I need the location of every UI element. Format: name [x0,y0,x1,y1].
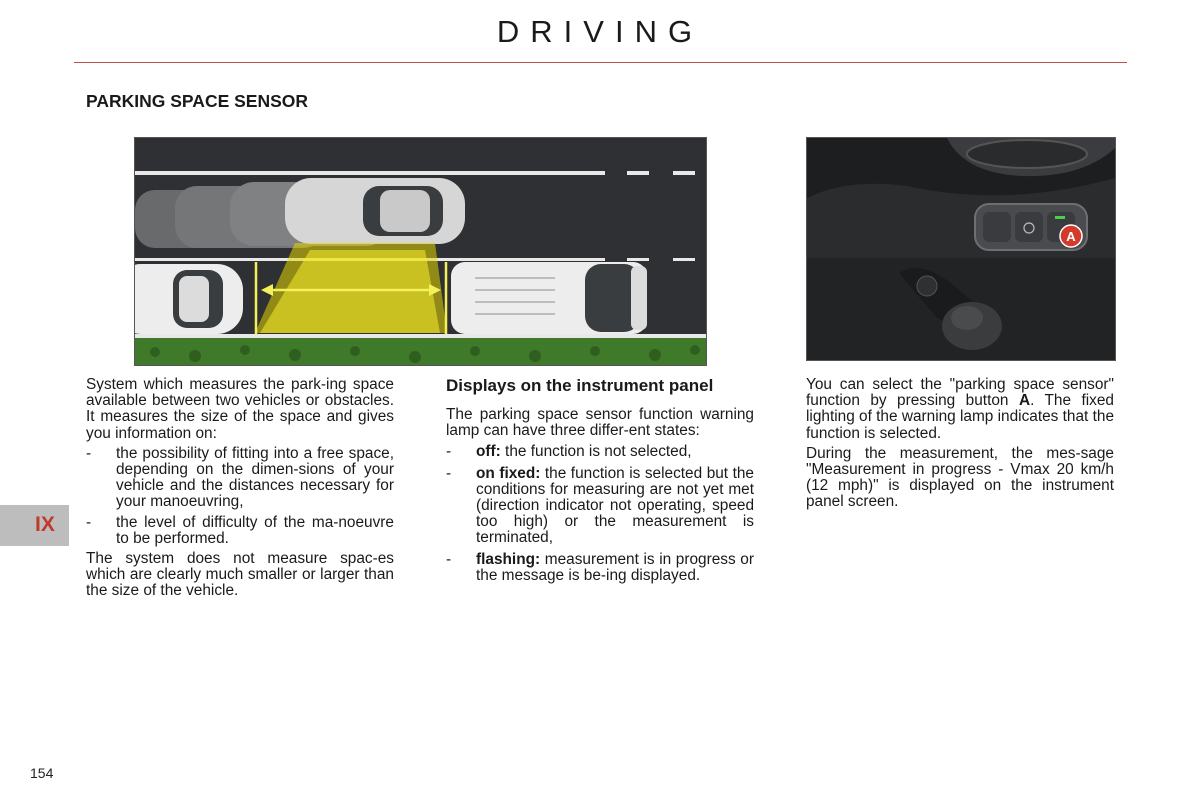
list-item-text: measurement is in progress or the message is be-ing displayed. [476,550,754,584]
list-item-text: the function is selected but the conditions for measuring are not yet met (direction indicator not operating, speed too high) or the measurement is terminated, [476,464,754,547]
intro-paragraph: System which measures the park-ing space available between two vehicles or obstacles. It measures the size of the space and gives you information on: [86,376,394,442]
list-bullet: - [446,550,452,568]
right-column [806,377,1114,511]
middle-column [446,377,754,584]
intro-paragraph: The parking space sensor function warning lamp can have three differ-ent states: [446,406,754,440]
outro-paragraph: The system does not measure spac-es which are clearly much smaller or larger than the size of the vehicle. [86,550,394,600]
list-item [446,552,754,584]
chapter-tab [0,505,69,546]
button-a-label: A [1066,229,1076,244]
page-header-title: DRIVING [496,14,704,49]
parked-car-left [135,264,243,334]
chapter-number: IX [35,513,55,536]
list-item-term: off: [476,443,501,461]
button-paragraph-start: You can select the "parking space sensor" function by pressing button [806,376,1114,410]
list-item [446,444,754,460]
list-item-term: flashing: [476,550,541,568]
list-item-text: the level of difficulty of the ma-noeuvre to be performed. [116,513,394,547]
list-bullet: - [446,443,452,461]
list-item [86,515,394,547]
button-reference: A [1018,392,1031,410]
section-title: PARKING SPACE SENSOR [86,91,309,111]
grass-verge [135,338,706,365]
list-bullet: - [86,513,92,531]
list-item-term: on fixed: [476,464,541,482]
page-number: 154 [30,765,54,781]
list-item-text: the function is not selected, [500,443,692,461]
button-paragraph-end: . The fixed lighting of the warning lamp indicates that the function is selected. [806,392,1115,442]
parking-illustration [134,137,707,366]
subsection-heading: Displays on the instrument panel [446,376,714,395]
list-item [446,466,754,547]
measurement-paragraph: During the measurement, the mes-sage "Measurement in progress - Vmax 20 km/h (12 mph)" is displayed on the instrument panel screen. [806,444,1114,511]
parked-van-right [451,262,647,334]
dashboard-button-illustration [806,137,1116,361]
left-column [86,377,394,600]
button-a-callout [1060,225,1082,247]
list-item-text: the possibility of fitting into a free space, depending on the dimen-sions of your vehicle and the distances necessary for your manoeuvring, [116,444,394,511]
header-divider [74,62,1127,63]
list-bullet: - [86,444,92,462]
list-bullet: - [446,464,452,482]
list-item [86,446,394,511]
moving-car [285,178,465,244]
button-paragraph [806,377,1114,442]
